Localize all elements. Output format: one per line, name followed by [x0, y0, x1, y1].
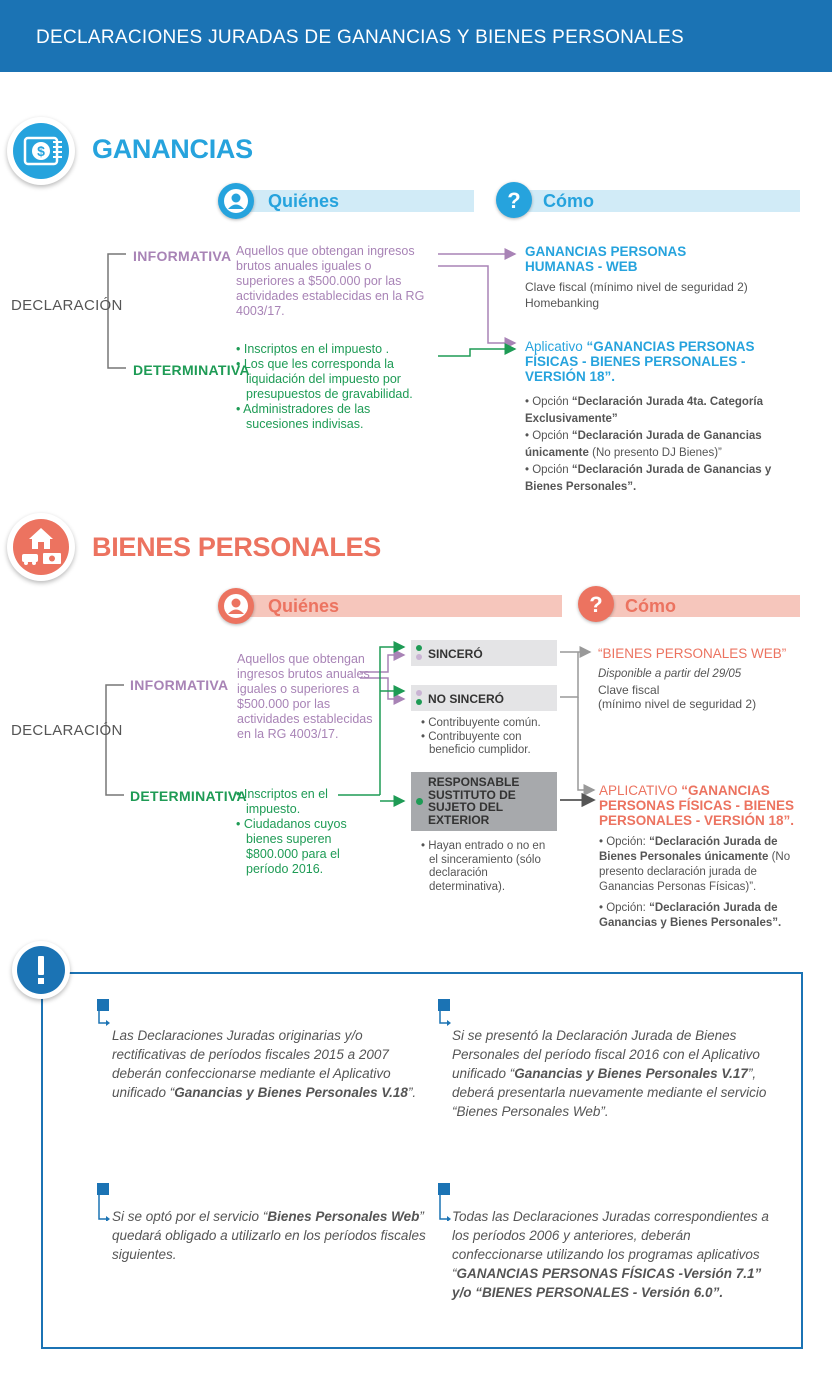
como-label: Cómo	[625, 596, 676, 616]
bienes-web-lines	[598, 683, 756, 711]
determinativa-label: DETERMINATIVA	[133, 362, 250, 378]
note-bullet	[438, 1183, 450, 1195]
quienes-label: Quiénes	[268, 596, 340, 616]
web-line: Clave fiscal (mínimo nivel de seguridad 2)	[525, 280, 748, 294]
question-icon	[578, 586, 614, 622]
quienes-label: Quiénes	[268, 191, 340, 211]
aplicativo-options	[525, 394, 795, 496]
ganancias-web-lines	[525, 279, 748, 311]
aplicativo-name: “GANANCIAS PERSONAS FÍSICAS - BIENES PERSONALES - VERSIÓN 18”.	[599, 783, 795, 828]
person-icon	[218, 183, 254, 219]
web-line: (mínimo nivel de seguridad 2)	[598, 697, 757, 711]
arrow-icon	[438, 1195, 452, 1221]
list-item: • Administradores de las sucesiones indivisas.	[236, 402, 371, 431]
informativa-label: INFORMATIVA	[130, 677, 229, 693]
list-item: • Inscriptos en el impuesto .	[236, 342, 390, 356]
section-title-bienes: BIENES PERSONALES	[92, 532, 381, 562]
list-item: • Ciudadanos cuyos bienes superen $800.000 para el período 2016.	[236, 817, 347, 876]
option-item: • Opción: “Declaración Jurada de Bienes Personales únicamente (No presento declaración jurada de Ganancias Personas Físicas)”.	[599, 836, 791, 893]
list-item: • Contribuyente común.	[421, 717, 541, 729]
list-item: • Los que les corresponda la liquidación del impuesto por presupuestos de gravabilidad.	[236, 357, 413, 401]
aplicativo-options	[599, 835, 809, 931]
note-bullet	[97, 1183, 109, 1195]
como-label: Cómo	[543, 191, 594, 211]
bienes-icon-badge	[7, 513, 75, 581]
note-1: Las Declaraciones Juradas originarias y/o rectificativas de períodos fiscales 2015 a 2007 deberán confeccionarse mediante el Aplicativo unificado “Ganancias y Bienes Personales V.18”.	[112, 1028, 417, 1100]
section-title-ganancias: GANANCIAS	[92, 134, 253, 164]
informativa-label: INFORMATIVA	[133, 248, 232, 264]
exclamation-icon	[17, 946, 65, 994]
arrow-icon	[438, 1011, 452, 1027]
notes-badge	[12, 941, 70, 999]
responsable-label: RESPONSABLE SUSTITUTO DE SUJETO DEL EXTERIOR	[428, 775, 520, 827]
sincero-label: SINCERÓ	[428, 647, 483, 661]
determinativa-list	[236, 342, 432, 432]
como-bar	[590, 595, 800, 617]
ganancias-web-title: GANANCIAS PERSONAS HUMANAS - WEB	[525, 244, 687, 274]
responsable-box	[411, 772, 557, 831]
option-item: • Opción “Declaración Jurada de Ganancias únicamente (No presento DJ Bienes)”	[525, 430, 762, 459]
arrow-icon	[97, 1195, 111, 1221]
no-sincero-label: NO SINCERÓ	[428, 692, 505, 706]
declaracion-label: DECLARACIÓN	[11, 722, 123, 739]
list-item: • Inscriptos en el impuesto.	[236, 787, 328, 816]
sincero-box	[411, 640, 557, 666]
option-item: • Opción: “Declaración Jurada de Ganancias y Bienes Personales”.	[599, 902, 782, 929]
responsable-note: • Hayan entrado o no en el sinceramiento (sólo declaración determinativa).	[421, 840, 546, 893]
arrow-icon	[97, 1011, 111, 1027]
web-line: Clave fiscal	[598, 683, 660, 697]
informativa-text: Aquellos que obtengan ingresos brutos anuales iguales o superiores a $500.000 por las actividades establecidas en la RG 4003/17.	[236, 244, 425, 318]
house-car-money-icon	[13, 519, 69, 575]
svg-text:?: ?	[507, 188, 521, 213]
declaracion-label: DECLARACIÓN	[11, 297, 123, 314]
bienes-web-title: “BIENES PERSONALES WEB”	[598, 646, 787, 661]
svg-text:?: ?	[589, 592, 603, 617]
option-item: • Opción “Declaración Jurada 4ta. Categoría Exclusivamente”	[525, 396, 763, 425]
aplicativo-title	[599, 783, 809, 828]
aplicativo-title	[525, 339, 775, 384]
note-2: Si se presentó la Declaración Jurada de Bienes Personales del período fiscal 2016 con el Aplicativo unificado “Ganancias y Bienes Personales V.17”, deberá presentarla nuevamente mediante el servicio “Bienes Personales Web”.	[452, 1028, 767, 1119]
list-item: • Contribuyente con beneficio cumplidor.	[421, 730, 531, 756]
note-bullet	[438, 999, 450, 1011]
note-4: Todas las Declaraciones Juradas correspondientes a los períodos 2006 y anteriores, deberán confeccionarse utilizando los programas aplicativos “GANANCIAS PERSONAS FÍSICAS -Versión 7.1” y/o “BIENES PERSONALES - Versión 6.0”.	[452, 1209, 769, 1300]
note-bullet	[97, 999, 109, 1011]
person-icon	[218, 588, 254, 624]
notes-box-top-border	[68, 972, 801, 974]
aplicativo-name: “GANANCIAS PERSONAS FÍSICAS - BIENES PERSONALES - VERSIÓN 18”.	[525, 339, 755, 384]
bienes-web-date: Disponible a partir del 29/05	[598, 668, 742, 680]
no-sincero-list	[421, 717, 561, 758]
aplicativo-prefix: Aplicativo	[525, 339, 587, 354]
note-3: Si se optó por el servicio “Bienes Personales Web” quedará obligado a utilizarlo en los períodos fiscales siguientes.	[112, 1209, 426, 1262]
informativa-text: Aquellos que obtengan ingresos brutos anuales iguales o superiores a $500.000 por las actividades establecidas en la RG 4003/17.	[237, 652, 373, 741]
determinativa-list	[236, 787, 366, 877]
money-coins-icon	[13, 123, 69, 179]
ganancias-icon-badge	[7, 117, 75, 185]
determinativa-label: DETERMINATIVA	[130, 788, 247, 804]
no-sincero-box	[411, 685, 557, 711]
svg-text:$: $	[37, 143, 45, 159]
page-title: DECLARACIONES JURADAS DE GANANCIAS Y BIENES PERSONALES	[36, 27, 684, 48]
header-bar	[0, 0, 832, 72]
option-item: • Opción “Declaración Jurada de Ganancias y Bienes Personales”.	[525, 464, 772, 493]
web-line: Homebanking	[525, 296, 600, 310]
question-icon	[496, 182, 532, 218]
aplicativo-prefix: APLICATIVO	[599, 783, 682, 798]
